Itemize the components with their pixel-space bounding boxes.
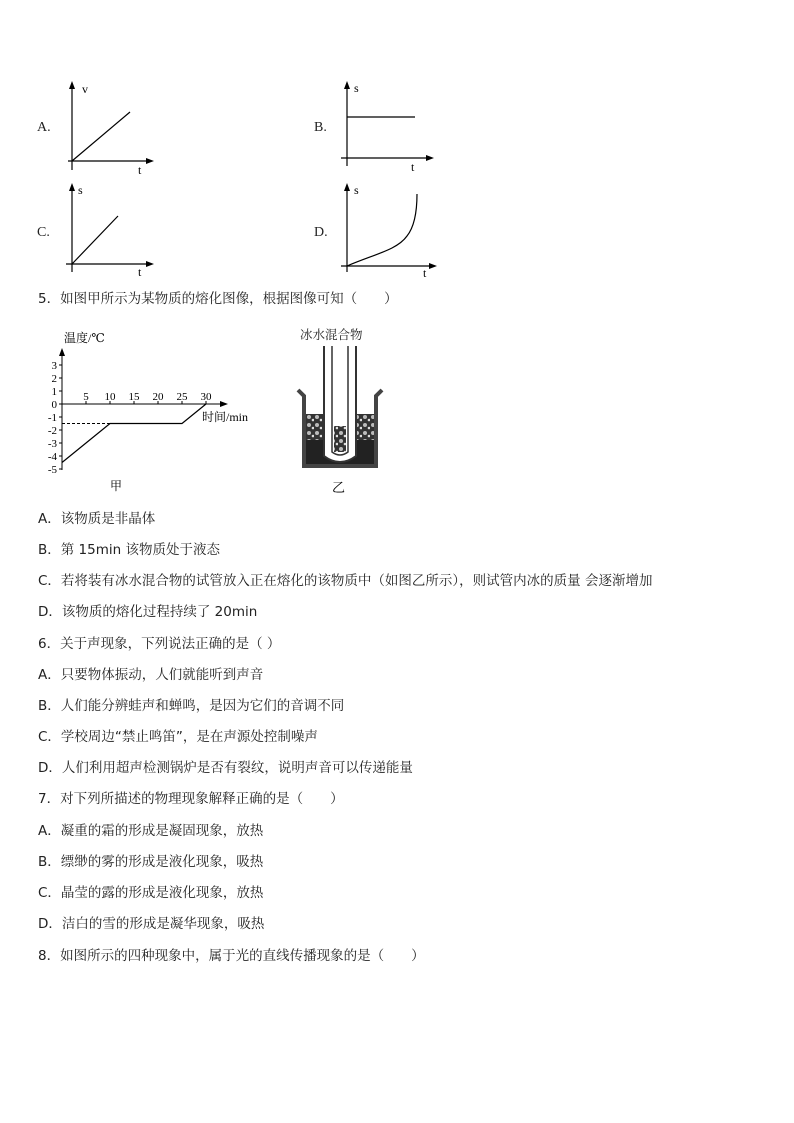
q7-option-c: C．晶莹的露的形成是液化现象，放热 (38, 885, 264, 901)
x-tick-label: 10 (104, 391, 116, 403)
arrow-right-icon (429, 263, 437, 269)
graph-c (60, 180, 160, 280)
figure-jia-caption: 甲 (110, 479, 123, 493)
figure-yi-beaker (290, 342, 390, 497)
x-tick-label: 20 (152, 391, 164, 403)
graph-d (335, 180, 445, 280)
figure-jia-chart (32, 322, 272, 497)
q7-option-d: D．洁白的雪的形成是凝华现象，吸热 (38, 916, 265, 932)
melt-curve (62, 404, 206, 463)
option-c-label: C. (37, 225, 50, 240)
y-tick-label: 2 (51, 373, 57, 385)
graph-d-x-label: t (423, 266, 427, 280)
graph-d-curve (347, 194, 417, 266)
y-tick-label: -1 (47, 412, 57, 424)
q5-option-c: C．若将装有冰水混合物的试管放入正在熔化的该物质中（如图乙所示），则试管内冰的质量 会逐渐增加 (38, 573, 653, 589)
q7-stem: 7．对下列所描述的物理现象解释正确的是（ ） (38, 791, 344, 807)
graph-a (60, 78, 160, 178)
y-tick-label: -3 (47, 438, 57, 450)
y-tick-label: 0 (51, 399, 57, 411)
figure-yi-label: 冰水混合物 (300, 327, 363, 342)
graph-c-y-label: s (78, 183, 83, 197)
q5-stem: 5．如图甲所示为某物质的熔化图像，根据图像可知（ ） (38, 291, 398, 307)
y-tick-label: 1 (51, 386, 57, 398)
graph-d-y-label: s (354, 183, 359, 197)
figure-yi-caption: 乙 (332, 480, 346, 495)
q6-option-c: C．学校周边“禁止鸣笛”，是在声源处控制噪声 (38, 729, 318, 745)
arrow-right-icon (426, 155, 434, 161)
arrow-right-icon (146, 261, 154, 267)
q6-option-d: D．人们利用超声检测锅炉是否有裂纹，说明声音可以传递能量 (38, 760, 413, 776)
melt-x-label: 时间/min (202, 410, 249, 424)
arrow-up-icon (344, 81, 350, 89)
graph-b (335, 78, 440, 173)
option-b-label: B. (314, 120, 327, 135)
y-tick-label: -2 (47, 425, 57, 437)
q6-option-a: A．只要物体振动，人们就能听到声音 (38, 667, 264, 683)
x-tick-label: 30 (200, 391, 212, 403)
graph-b-y-label: s (354, 81, 359, 95)
q5-option-d: D．该物质的熔化过程持续了 20min (38, 604, 258, 620)
arrow-up-icon (59, 348, 65, 356)
arrow-up-icon (69, 183, 75, 191)
graph-a-y-label: v (82, 82, 88, 96)
arrow-right-icon (220, 401, 228, 407)
graph-b-x-label: t (411, 160, 415, 173)
graph-c-x-label: t (138, 265, 142, 279)
option-d-label: D. (314, 225, 328, 240)
q6-stem: 6．关于声现象，下列说法正确的是（ ） (38, 636, 281, 652)
q5-option-b: B．第 15min 该物质处于液态 (38, 542, 220, 558)
q7-option-a: A．凝重的霜的形成是凝固现象，放热 (38, 823, 264, 839)
q5-option-a: A．该物质是非晶体 (38, 511, 156, 527)
y-tick-label: -5 (47, 464, 57, 476)
graph-a-x-label: t (138, 163, 142, 177)
y-tick-label: 3 (51, 360, 57, 372)
y-tick-label: -4 (47, 451, 57, 463)
graph-c-line (72, 216, 118, 264)
q7-option-b: B．缥缈的雾的形成是液化现象，吸热 (38, 854, 264, 870)
x-tick-label: 15 (128, 391, 140, 403)
q8-stem: 8．如图所示的四种现象中，属于光的直线传播现象的是（ ） (38, 948, 425, 964)
melt-y-label: 温度/℃ (64, 331, 105, 345)
x-tick-label: 25 (176, 391, 188, 403)
q6-option-b: B．人们能分辨蛙声和蝉鸣，是因为它们的音调不同 (38, 698, 345, 714)
arrow-up-icon (344, 183, 350, 191)
x-tick-label: 5 (83, 391, 89, 403)
option-a-label: A. (37, 120, 51, 135)
